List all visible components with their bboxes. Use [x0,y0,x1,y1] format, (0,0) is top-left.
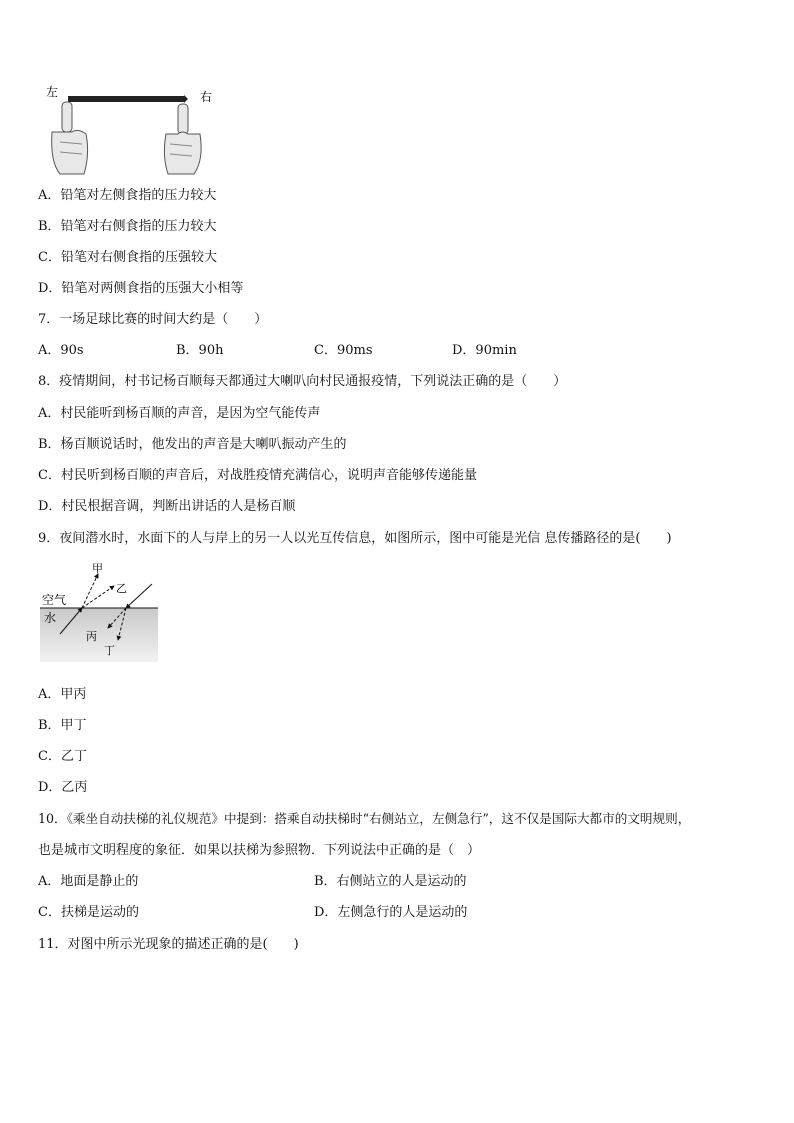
label-bing: 丙 [86,630,97,643]
q6-option-c: C．铅笔对右侧食指的压强较大 [38,250,217,265]
water-region [40,608,158,662]
q6-option-b: B．铅笔对右侧食指的压力较大 [38,219,217,234]
q6-option-d: D．铅笔对两侧食指的压强大小相等 [38,281,244,296]
q11-stem: 11．对图中所示光现象的描述正确的是( ) [38,937,299,952]
q6-option-a: A．铅笔对左侧食指的压力较大 [38,188,217,203]
ray-right-air [126,584,152,608]
light-path-drawing [40,562,158,662]
q9-option-a: A．甲丙 [38,687,87,702]
q9-option-b: B．甲丁 [38,718,87,733]
q9-option-d: D．乙丙 [38,780,88,795]
q8-option-b: B．杨百顺说话时，他发出的声音是大喇叭振动产生的 [38,437,347,452]
label-jia: 甲 [92,562,103,575]
q10-option-b: B．右侧站立的人是运动的 [314,874,467,889]
right-label: 右 [200,90,213,104]
q7-option-b: B．90h [176,343,224,358]
pencil-fingers-drawing [38,82,228,178]
pencil [68,96,184,102]
label-ding: 丁 [104,644,115,657]
q10-stem-line1: 10．《乘坐自动扶梯的礼仪规范》中提到：搭乘自动扶梯时“右侧站立，左侧急行”，这不仅是国际大都市的文明规则， [38,811,691,826]
label-air: 空气 [42,593,67,607]
light-path-figure [40,562,158,662]
q10-option-d: D．左侧急行的人是运动的 [314,905,468,920]
label-water: 水 [44,611,57,625]
q7-stem: 7．一场足球比赛的时间大约是（ ） [38,312,268,327]
q7-option-a: A．90s [38,343,84,358]
q9-option-c: C．乙丁 [38,749,87,764]
q8-option-a: A．村民能听到杨百顺的声音，是因为空气能传声 [38,406,321,421]
q10-option-c: C．扶梯是运动的 [38,905,139,920]
left-hand [52,102,88,174]
ray-jia [82,574,98,608]
q8-option-c: C．村民听到杨百顺的声音后，对战胜疫情充满信心，说明声音能够传递能量 [38,468,477,483]
q8-option-d: D．村民根据音调，判断出讲话的人是杨百顺 [38,499,296,514]
right-hand [164,104,201,174]
q9-stem: 9．夜间潜水时，水面下的人与岸上的另一人以光互传信息，如图所示，图中可能是光信 息传播路径的是( ) [38,531,672,546]
q10-option-a: A．地面是静止的 [38,874,139,889]
pencil-fingers-figure [38,82,228,178]
label-yi: 乙 [116,582,127,595]
q8-stem: 8．疫情期间，村书记杨百顺每天都通过大喇叭向村民通报疫情，下列说法正确的是（ ） [38,374,567,389]
pencil-tip [184,95,188,103]
q10-stem-line2: 也是城市文明程度的象征．如果以扶梯为参照物．下列说法中正确的是（ ） [38,843,481,858]
left-label: 左 [46,85,59,99]
q7-option-c: C．90ms [314,343,373,358]
q7-option-d: D．90min [452,343,517,358]
